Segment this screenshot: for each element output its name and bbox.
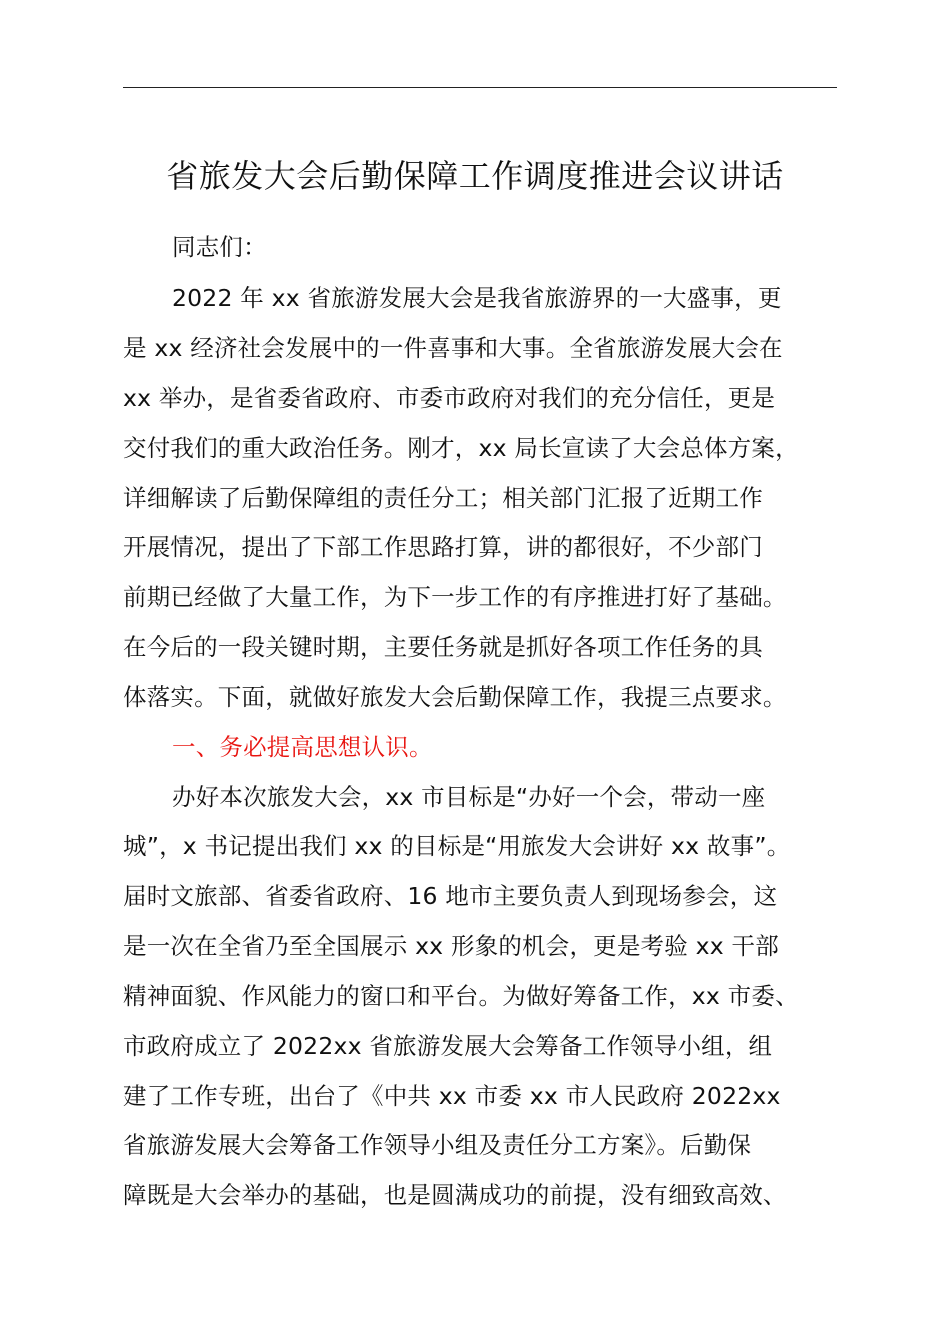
paragraph-line: 市政府成立了 2022xx 省旅游发展大会筹备工作领导小组，组 — [123, 1032, 773, 1060]
paragraph-line: 建了工作专班，出台了《中共 xx 市委 xx 市人民政府 2022xx — [123, 1082, 781, 1110]
paragraph-line: 精神面貌、作风能力的窗口和平台。为做好筹备工作，xx 市委、 — [123, 982, 799, 1010]
paragraph-line: 是 xx 经济社会发展中的一件喜事和大事。全省旅游发展大会在 — [123, 334, 783, 362]
paragraph-line: 省旅游发展大会筹备工作领导小组及责任分工方案》。后勤保 — [123, 1131, 752, 1159]
paragraph-line: 是一次在全省乃至全国展示 xx 形象的机会，更是考验 xx 干部 — [123, 932, 779, 960]
paragraph-line: 交付我们的重大政治任务。刚才，xx 局长宣读了大会总体方案， — [123, 434, 799, 462]
paragraph-line: 障既是大会举办的基础，也是圆满成功的前提，没有细致高效、 — [123, 1181, 787, 1209]
paragraph-line: 办好本次旅发大会，xx 市目标是“办好一个会，带动一座 — [172, 783, 766, 811]
paragraph-line: 体落实。下面，就做好旅发大会后勤保障工作，我提三点要求。 — [123, 683, 787, 711]
paragraph-line: 开展情况，提出了下部工作思路打算，讲的都很好，不少部门 — [123, 533, 763, 561]
paragraph-line: 在今后的一段关键时期，主要任务就是抓好各项工作任务的具 — [123, 633, 763, 661]
paragraph-line: 2022 年 xx 省旅游发展大会是我省旅游界的一大盛事，更 — [172, 284, 782, 312]
paragraph-line: 详细解读了后勤保障组的责任分工；相关部门汇报了近期工作 — [123, 484, 763, 512]
section-heading: 一、务必提高思想认识。 — [172, 733, 433, 761]
salutation: 同志们： — [172, 233, 267, 261]
paragraph-line: 城”，x 书记提出我们 xx 的目标是“用旅发大会讲好 xx 故事”。 — [123, 832, 791, 860]
header-rule — [123, 87, 837, 88]
paragraph-line: 前期已经做了大量工作，为下一步工作的有序推进打好了基础。 — [123, 583, 787, 611]
document-title: 省旅发大会后勤保障工作调度推进会议讲话 — [166, 157, 784, 195]
paragraph-line: xx 举办，是省委省政府、市委市政府对我们的充分信任，更是 — [123, 384, 776, 412]
paragraph-line: 届时文旅部、省委省政府、16 地市主要负责人到现场参会，这 — [123, 882, 778, 910]
